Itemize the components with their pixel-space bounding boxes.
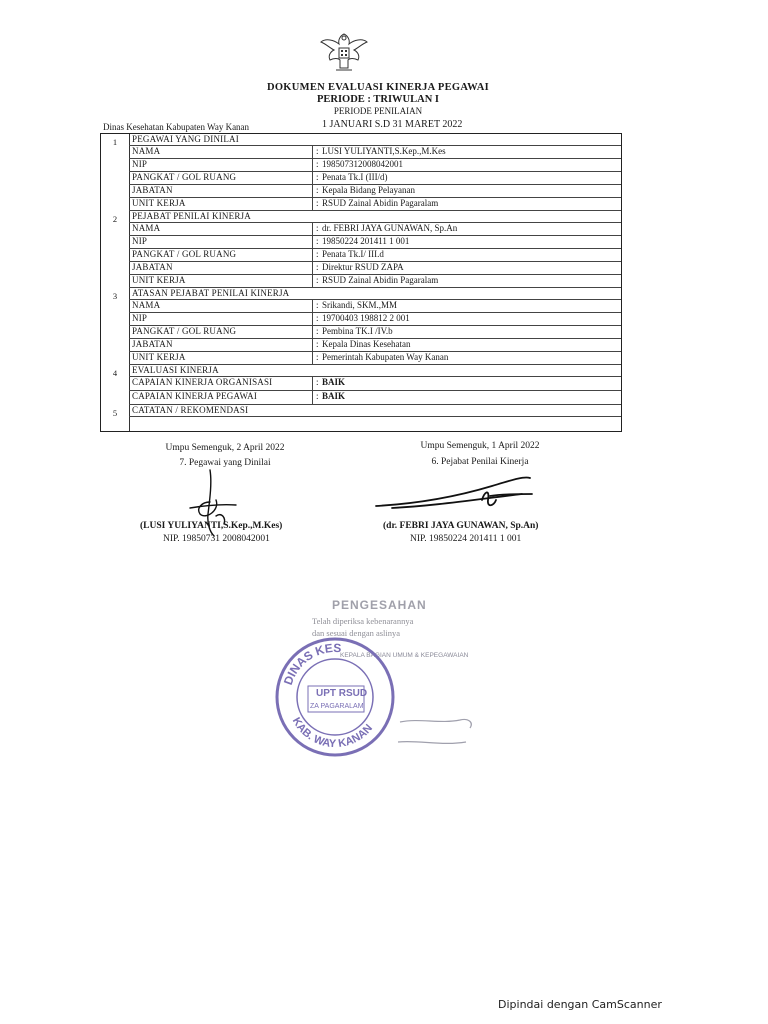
table-row: UNIT KERJA : RSUD Zainal Abidin Pagaralam <box>129 198 621 211</box>
seal-bottom-text: KAB. WAY KANAN <box>289 715 376 751</box>
section-heading: PEGAWAI YANG DINILAI <box>129 134 621 146</box>
field-value: 19850224 201411 1 001 <box>322 236 410 246</box>
field-value: Penata Tk.I (III/d) <box>322 172 388 182</box>
table-row: CAPAIAN KINERJA PEGAWAI : BAIK <box>129 391 621 405</box>
seal-center-text-1: UPT RSUD <box>316 688 368 699</box>
table-row: UNIT KERJA : Pemerintah Kabupaten Way Kanan <box>129 352 621 365</box>
table-row: JABATAN : Kepala Bidang Pelayanan <box>129 185 621 198</box>
assessment-period-label: PERIODE PENILAIAN <box>333 106 423 116</box>
stamp-line-1: Telah diperiksa kebenarannya <box>312 616 414 626</box>
seal-icon <box>270 632 400 762</box>
field-value: dr. FEBRI JAYA GUNAWAN, Sp.An <box>322 223 458 233</box>
field-value: BAIK <box>322 377 346 387</box>
field-value: Pemerintah Kabupaten Way Kanan <box>322 352 449 362</box>
right-signer-nip: NIP. 19850224 201411 1 001 <box>410 534 522 544</box>
seal-top-text: DINAS KES <box>280 640 342 687</box>
table-row: NIP : 19850224 201411 1 001 <box>129 236 621 249</box>
table-row: JABATAN : Kepala Dinas Kesehatan <box>129 339 621 352</box>
right-signer-name: (dr. FEBRI JAYA GUNAWAN, Sp.An) <box>383 521 539 531</box>
field-value: Penata Tk.I/ III.d <box>322 249 384 259</box>
section-number: 4 <box>112 368 118 378</box>
section-heading: EVALUASI KINERJA <box>129 365 621 377</box>
table-row: NAMA : LUSI YULIYANTI,S.Kep.,M.Kes <box>129 146 621 159</box>
garuda-emblem-icon <box>318 28 370 76</box>
number-column <box>101 134 130 431</box>
field-value: Kepala Bidang Pelayanan <box>322 185 415 195</box>
scanner-watermark: Dipindai dengan CamScanner <box>498 998 662 1011</box>
table-row: PANGKAT / GOL RUANG : Penata Tk.I (III/d) <box>129 172 621 185</box>
assessment-period-range: 1 JANUARI S.D 31 MARET 2022 <box>322 119 463 130</box>
section-number: 3 <box>112 291 118 301</box>
field-value: 198507312008042001 <box>322 159 403 169</box>
left-place-date: Umpu Semenguk, 2 April 2022 <box>165 443 285 453</box>
field-value: Kepala Dinas Kesehatan <box>322 339 411 349</box>
right-signer-role: 6. Pejabat Penilai Kinerja <box>431 457 529 467</box>
field-value: RSUD Zainal Abidin Pagaralam <box>322 198 439 208</box>
svg-text:DINAS KES <box>281 641 342 687</box>
stamp-line-2: dan sesuai dengan aslinya <box>312 628 401 638</box>
right-place-date: Umpu Semenguk, 1 April 2022 <box>420 441 540 451</box>
section-heading: CATATAN / REKOMENDASI <box>129 405 621 417</box>
field-value: Pembina TK.I /IV.b <box>322 326 393 336</box>
document-title: DOKUMEN EVALUASI KINERJA PEGAWAI <box>266 82 490 93</box>
field-value: Direktur RSUD ZAPA <box>322 262 404 272</box>
field-value: Srikandi, SKM.,MM <box>322 300 398 310</box>
section-heading: PEJABAT PENILAI KINERJA <box>129 211 621 223</box>
seal-center-text-2: ZA PAGARALAM <box>310 703 364 710</box>
unit-label: Dinas Kesehatan Kabupaten Way Kanan <box>103 122 250 132</box>
stamp-line-3: KEPALA BAGIAN UMUM & KEPEGAWAIAN <box>340 652 469 659</box>
left-signer-role: 7. Pegawai yang Dinilai <box>179 458 271 468</box>
table-row: NAMA : dr. FEBRI JAYA GUNAWAN, Sp.An <box>129 223 621 236</box>
table-row: CAPAIAN KINERJA ORGANISASI : BAIK <box>129 377 621 391</box>
section-number: 2 <box>112 214 118 224</box>
right-signature-icon <box>372 470 547 518</box>
approval-stamp <box>262 592 482 767</box>
table-row: NIP : 19700403 198812 2 001 <box>129 313 621 326</box>
field-value: BAIK <box>322 391 346 401</box>
section-heading: ATASAN PEJABAT PENILAI KINERJA <box>129 288 621 300</box>
table-row: NAMA : Srikandi, SKM.,MM <box>129 300 621 313</box>
left-signer-name: (LUSI YULIYANTI,S.Kep.,M.Kes) <box>140 521 283 531</box>
field-value: 19700403 198812 2 001 <box>322 313 410 323</box>
stamp-title: PENGESAHAN <box>332 598 427 612</box>
evaluation-table <box>100 133 622 432</box>
field-value: RSUD Zainal Abidin Pagaralam <box>322 275 439 285</box>
left-signer-nip: NIP. 19850731 2008042001 <box>163 534 270 544</box>
table-row: UNIT KERJA : RSUD Zainal Abidin Pagaralam <box>129 275 621 288</box>
table-row: JABATAN : Direktur RSUD ZAPA <box>129 262 621 275</box>
section-number: 5 <box>112 408 118 418</box>
section-number: 1 <box>112 137 118 147</box>
stamp-scribble-icon <box>390 702 480 762</box>
table-row: PANGKAT / GOL RUANG : Pembina TK.I /IV.b <box>129 326 621 339</box>
period-title: PERIODE : TRIWULAN I <box>316 94 440 105</box>
table-row: PANGKAT / GOL RUANG : Penata Tk.I/ III.d <box>129 249 621 262</box>
table-row: NIP : 198507312008042001 <box>129 159 621 172</box>
field-value: LUSI YULIYANTI,S.Kep.,M.Kes <box>322 146 446 156</box>
